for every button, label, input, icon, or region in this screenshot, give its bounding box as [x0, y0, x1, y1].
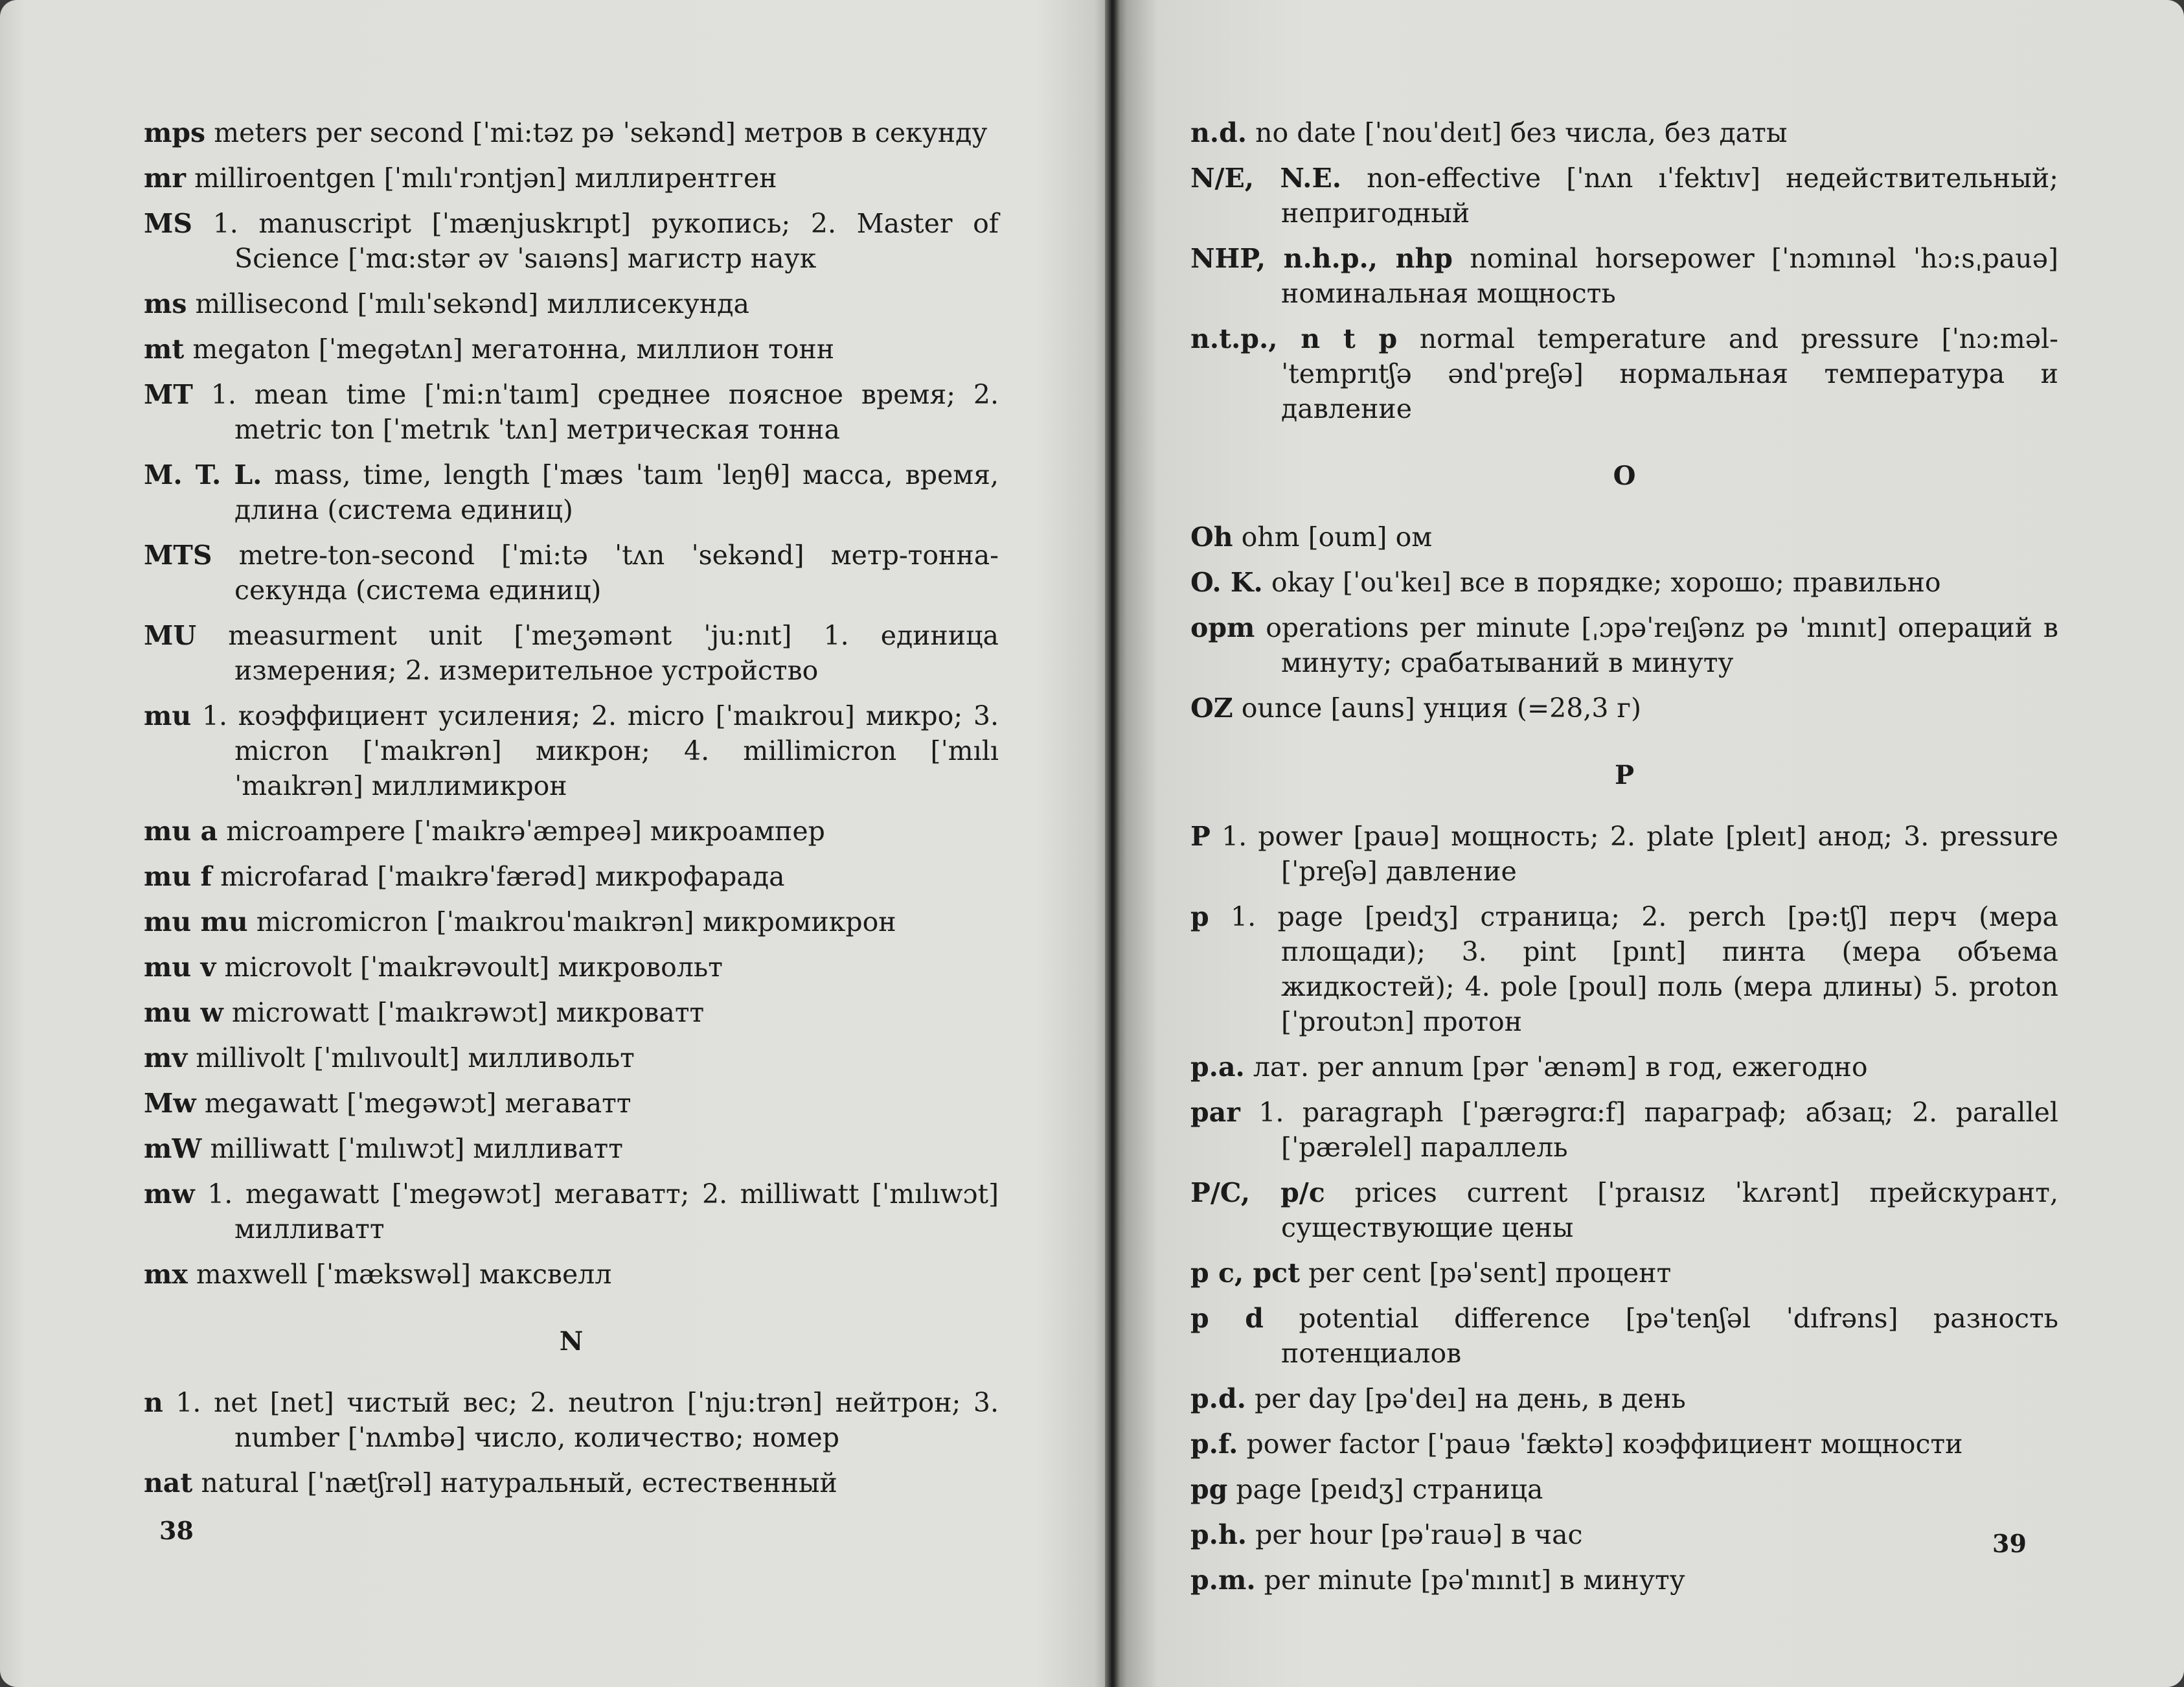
- entry-abbreviation: mps: [144, 117, 206, 148]
- entry-definition: 1. mean time [ˈmi:nˈtaım] среднее поясное время; 2. metric ton [ˈmetrık ˈtʌn] метрическая тонна: [210, 379, 999, 445]
- section-heading-o: O: [1613, 461, 1636, 491]
- right-entry-list: [1190, 115, 2058, 1608]
- dictionary-entry: [144, 286, 999, 321]
- entry-abbreviation: p d: [1190, 1303, 1264, 1334]
- entry-definition: operations per minute [ˌɔpǝˈreıʃǝnz pǝ ˈmınıt] операций в минуту; срабатываний в минуту: [1266, 612, 2058, 678]
- dictionary-entry: [1190, 899, 2058, 1039]
- entry-definition: per hour [pǝˈrauǝ] в час: [1255, 1519, 1583, 1550]
- entry-definition: okay [ˈouˈkeı] все в порядке; хорошо; правильно: [1271, 567, 1941, 598]
- dictionary-entry: [1190, 1472, 2058, 1507]
- dictionary-entry: [1190, 565, 2058, 600]
- entry-abbreviation: opm: [1190, 612, 1255, 643]
- entry-definition: 1. коэффициент усиления; 2. micro [ˈmaıkrou] микро; 3. micron [ˈmaıkrǝn] микрон; 4. millimicron [ˈmılıˈmaıkrǝn] миллимикрон: [201, 700, 999, 801]
- entry-abbreviation: Oh: [1190, 522, 1233, 553]
- dictionary-entry: [144, 538, 999, 608]
- entry-definition: 1. manuscript [ˈmænjuskrıpt] рукопись; 2. Master of Science [ˈmɑ:stǝr ǝv ˈsaıǝns] магистр наук: [212, 208, 999, 274]
- entry-abbreviation: mt: [144, 334, 185, 365]
- entry-definition: millisecond [ˈmılıˈsekǝnd] миллисекунда: [195, 288, 749, 319]
- entry-abbreviation: mu a: [144, 816, 218, 847]
- entry-abbreviation: mw: [144, 1178, 195, 1210]
- entry-abbreviation: P/C, p/c: [1190, 1177, 1325, 1208]
- dictionary-entry: [144, 332, 999, 367]
- section-heading-n: N: [559, 1326, 584, 1357]
- dictionary-entry: [144, 859, 999, 894]
- entry-abbreviation: MS: [144, 208, 192, 239]
- entry-definition: natural [ˈnætʃrǝl] натуральный, естественный: [201, 1467, 837, 1498]
- entry-abbreviation: n.d.: [1190, 117, 1247, 148]
- dictionary-entry: [144, 161, 999, 196]
- entry-definition: microvolt [ˈmaıkrǝvoult] микровольт: [224, 952, 723, 983]
- entry-abbreviation: p.m.: [1190, 1565, 1256, 1596]
- entry-definition: microampere [ˈmaıkrǝˈæmpeǝ] микроампер: [226, 816, 825, 847]
- entry-definition: milliwatt [ˈmılıwɔt] милливатт: [210, 1133, 623, 1164]
- entry-abbreviation: mu: [144, 700, 192, 731]
- entry-definition: micromicron [ˈmaıkrouˈmaıkrǝn] микромикрон: [256, 906, 896, 937]
- entry-definition: meters per second [ˈmi:tǝz pǝ ˈsekǝnd] метров в секунду: [214, 117, 988, 148]
- entry-definition: nominal horsepower [ˈnɔmınǝl ˈhɔ:sˌpauǝ] номинальная мощность: [1281, 243, 2058, 309]
- entry-definition: per minute [pǝˈmınıt] в минуту: [1264, 1565, 1685, 1596]
- dictionary-entry: [1190, 1563, 2058, 1598]
- entry-definition: normal temperature and pressure [ˈnɔ:mǝl-ˈtemprıtʃǝ ǝndˈpreʃǝ] нормальная температура и давление: [1281, 323, 2059, 424]
- entry-definition: potential difference [pǝˈtenʃǝl ˈdıfrǝns] разность потенциалов: [1281, 1303, 2058, 1369]
- entry-abbreviation: par: [1190, 1097, 1240, 1128]
- dictionary-entry: [1190, 321, 2058, 426]
- entry-definition: 1. megawatt [ˈmegǝwɔt] мегаватт; 2. milliwatt [ˈmılıwɔt] милливатт: [207, 1178, 999, 1245]
- entry-definition: per day [pǝˈdeı] на день, в день: [1254, 1383, 1686, 1414]
- entry-definition: metre-ton-second [ˈmi:tǝ ˈtʌn ˈsekǝnd] метр-тонна-секунда (система единиц): [234, 540, 999, 606]
- dictionary-entry: [1190, 115, 2058, 150]
- dictionary-entry: [1190, 610, 2058, 680]
- entry-abbreviation: p.f.: [1190, 1429, 1238, 1460]
- entry-abbreviation: ms: [144, 288, 187, 319]
- entry-definition: microwatt [ˈmaıkrǝwɔt] микроватт: [231, 997, 705, 1028]
- entry-definition: 1. net [net] чистый вес; 2. neutron [ˈnju:trǝn] нейтрон; 3. number [ˈnʌmbǝ] число, количество; номер: [176, 1387, 999, 1453]
- entry-definition: power factor [ˈpauǝ ˈfæktǝ] коэффициент мощности: [1246, 1429, 1963, 1460]
- dictionary-entry: [1190, 1050, 2058, 1084]
- entry-definition: лат. per annum [pǝr ˈænǝm] в год, ежегодно: [1253, 1051, 1868, 1083]
- dictionary-entry: [1190, 520, 2058, 555]
- entry-definition: no date [ˈnouˈdeıt] без числа, без даты: [1255, 117, 1788, 148]
- dictionary-entry: [144, 1257, 999, 1292]
- entry-definition: megawatt [ˈmegǝwɔt] мегаватт: [204, 1088, 631, 1119]
- entry-definition: non-effective [ˈnʌn ıˈfektıv] недействительный; непригодный: [1281, 163, 2058, 229]
- entry-abbreviation: mv: [144, 1042, 188, 1073]
- section-heading-p: P: [1614, 760, 1635, 790]
- entry-abbreviation: P: [1190, 821, 1211, 852]
- dictionary-entry: [1190, 161, 2058, 231]
- entry-abbreviation: n.t.p., n t p: [1190, 323, 1398, 354]
- dictionary-entry: [1190, 1517, 2058, 1552]
- dictionary-entry: [1190, 1301, 2058, 1371]
- entry-definition: ohm [oum] ом: [1241, 522, 1433, 553]
- entry-definition: maxwell [ˈmækswǝl] максвелл: [196, 1259, 612, 1290]
- left-entry-list: [144, 115, 999, 1511]
- page-number: 38: [159, 1516, 194, 1545]
- entry-definition: prices current [ˈpraısız ˈkʌrǝnt] прейскурант, существующие цены: [1281, 1177, 2058, 1243]
- dictionary-entry: [1190, 1381, 2058, 1416]
- entry-abbreviation: NHP, n.h.p., nhp: [1190, 243, 1453, 274]
- page-number: 39: [1992, 1529, 2027, 1558]
- entry-abbreviation: MTS: [144, 540, 212, 571]
- entry-abbreviation: mx: [144, 1259, 188, 1290]
- entry-definition: 1. paragraph [ˈpærǝgrɑ:f] параграф; абзац; 2. parallel [ˈpærǝlel] параллель: [1258, 1097, 2058, 1163]
- dictionary-entry: [144, 1176, 999, 1246]
- entry-abbreviation: mW: [144, 1133, 202, 1164]
- entry-definition: millivolt [ˈmılıvoult] милливольт: [196, 1042, 635, 1073]
- dictionary-entry: [144, 698, 999, 803]
- dictionary-entry: [144, 377, 999, 447]
- dictionary-entry: [144, 1086, 999, 1121]
- dictionary-entry: [144, 904, 999, 939]
- entry-abbreviation: MU: [144, 620, 197, 651]
- dictionary-entry: [144, 115, 999, 150]
- dictionary-entry: [144, 457, 999, 527]
- dictionary-entry: [144, 995, 999, 1030]
- entry-definition: microfarad [ˈmaıkrǝˈfærǝd] микрофарада: [220, 861, 785, 892]
- entry-abbreviation: Mw: [144, 1088, 196, 1119]
- entry-definition: ounce [auns] унция (=28,3 г): [1241, 693, 1641, 724]
- entry-abbreviation: mr: [144, 163, 186, 194]
- entry-abbreviation: mu f: [144, 861, 212, 892]
- entry-definition: measurment unit [ˈmeʒǝmǝnt ˈju:nıt] 1. единица измерения; 2. измерительное устройство: [228, 620, 999, 686]
- dictionary-entry: [144, 1385, 999, 1455]
- entry-abbreviation: mu mu: [144, 906, 248, 937]
- dictionary-entry: [1190, 1095, 2058, 1165]
- entry-abbreviation: N/E, N.E.: [1190, 163, 1341, 194]
- dictionary-entry: [144, 814, 999, 849]
- book-gutter: [1105, 0, 1120, 1687]
- entry-abbreviation: p.h.: [1190, 1519, 1247, 1550]
- dictionary-entry: [1190, 1175, 2058, 1245]
- entry-abbreviation: p c, pct: [1190, 1257, 1301, 1289]
- dictionary-entry: [1190, 241, 2058, 311]
- entry-abbreviation: p.a.: [1190, 1051, 1245, 1083]
- entry-definition: per cent [pǝˈsent] процент: [1308, 1257, 1672, 1289]
- entry-abbreviation: OZ: [1190, 693, 1233, 724]
- dictionary-entry: [144, 206, 999, 276]
- entry-abbreviation: M. T. L.: [144, 459, 262, 490]
- entry-abbreviation: pg: [1190, 1474, 1228, 1505]
- entry-definition: 1. page [peıdʒ] страница; 2. perch [pǝ:tʃ] перч (мера площади); 3. pint [pınt] пинта (мера объема жидкостей); 4. pole [poul] поль (мера длины) 5. proton [ˈproutɔn] протон: [1231, 901, 2058, 1037]
- entry-definition: 1. power [pauǝ] мощность; 2. plate [pleıt] анод; 3. pressure [ˈpreʃǝ] давление: [1222, 821, 2058, 887]
- entry-abbreviation: O. K.: [1190, 567, 1263, 598]
- dictionary-entry: [1190, 691, 2058, 726]
- dictionary-entry: [1190, 1427, 2058, 1462]
- entry-abbreviation: p.d.: [1190, 1383, 1246, 1414]
- entry-definition: megaton [ˈmegǝtʌn] мегатонна, миллион тонн: [192, 334, 835, 365]
- entry-abbreviation: mu w: [144, 997, 223, 1028]
- entry-definition: milliroentgen [ˈmılıˈrɔntjǝn] миллирентген: [194, 163, 777, 194]
- dictionary-entry: [144, 1131, 999, 1166]
- dictionary-entry: [1190, 819, 2058, 889]
- dictionary-entry: [144, 950, 999, 985]
- right-page: [1113, 0, 2184, 1687]
- entry-abbreviation: p: [1190, 901, 1209, 932]
- entry-definition: page [peıdʒ] страница: [1236, 1474, 1543, 1505]
- dictionary-entry: [144, 1465, 999, 1500]
- entry-abbreviation: n: [144, 1387, 163, 1418]
- dictionary-entry: [144, 1040, 999, 1075]
- entry-abbreviation: nat: [144, 1467, 193, 1498]
- entry-abbreviation: mu v: [144, 952, 216, 983]
- dictionary-entry: [144, 618, 999, 688]
- dictionary-entry: [1190, 1256, 2058, 1291]
- entry-definition: mass, time, length [ˈmæs ˈtaım ˈleŋθ] масса, время, длина (система единиц): [234, 459, 999, 525]
- entry-abbreviation: MT: [144, 379, 193, 410]
